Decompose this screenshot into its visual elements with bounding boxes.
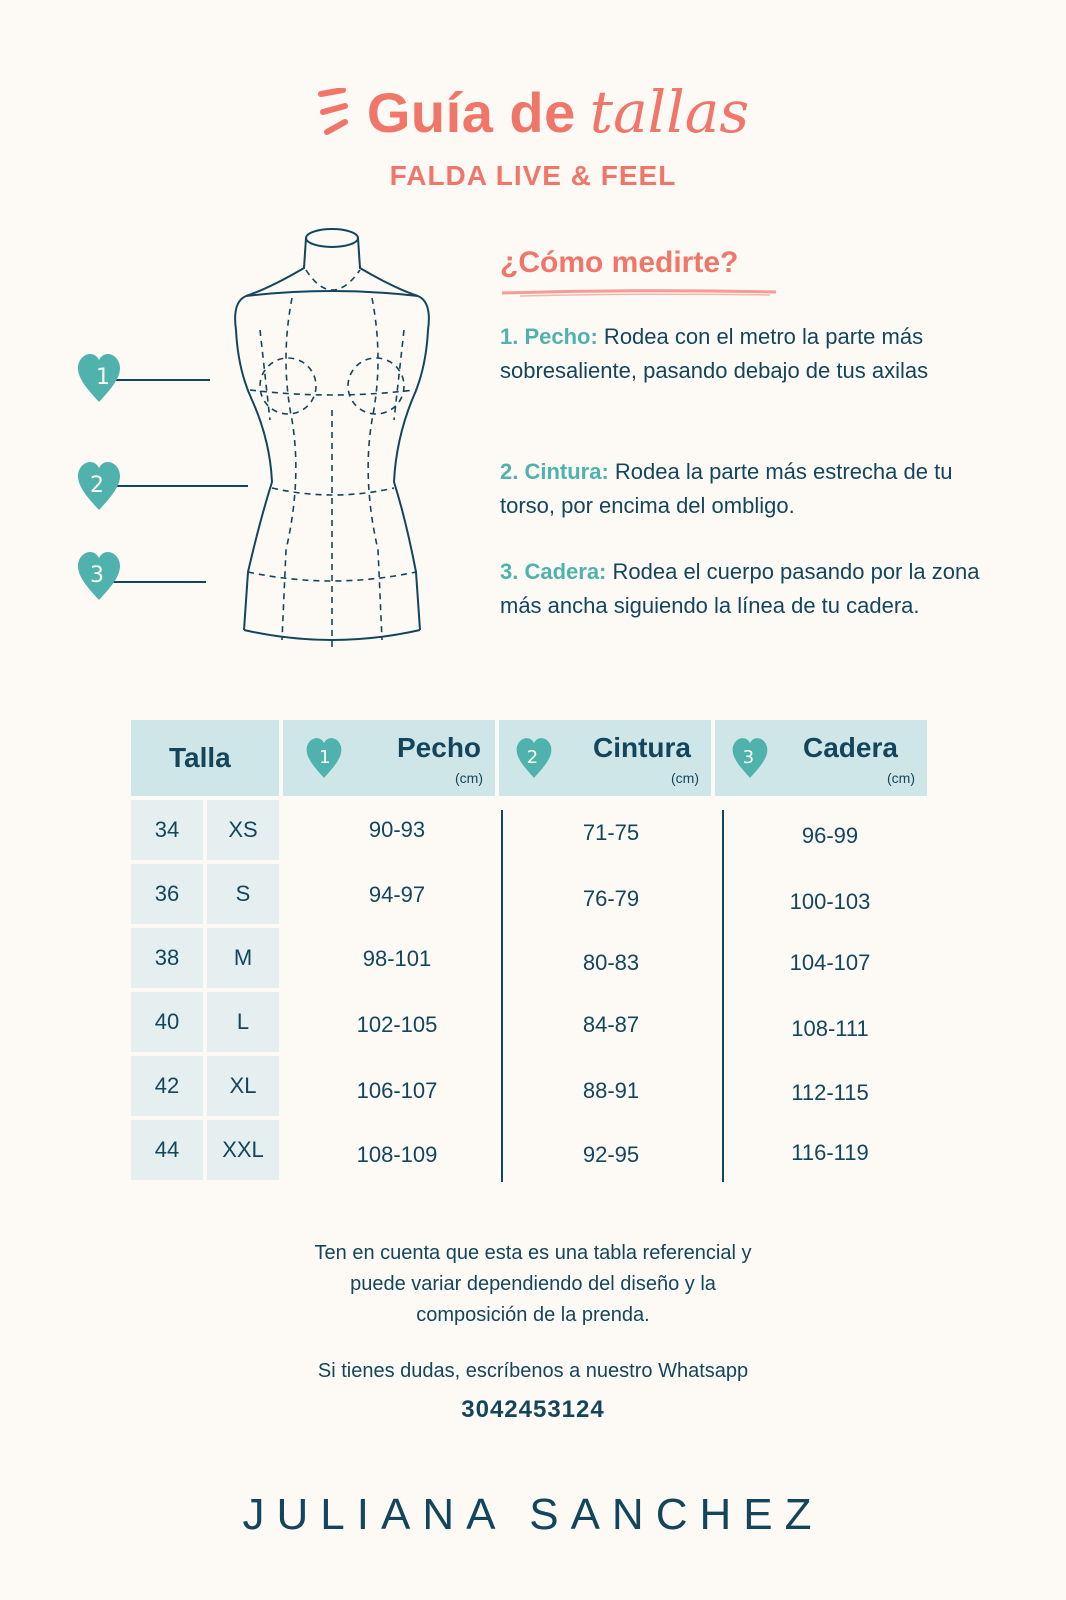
header-cadera-unit: (cm) [887, 770, 915, 786]
row-talla-num: 34 [131, 800, 203, 860]
step-cintura-lead: 2. Cintura: [500, 459, 609, 484]
step-pecho-text: Rodea con el metro la parte más sobresaliente, pasando debajo de tus axilas [500, 324, 929, 383]
heart-marker-2-icon [76, 460, 122, 512]
header-cintura-unit: (cm) [671, 770, 699, 786]
mannequin-figure [70, 220, 440, 660]
disclaimer-line: puede variar dependiendo del diseño y la [350, 1273, 716, 1295]
title-decoration-icon [317, 88, 349, 138]
row-talla-num: 44 [131, 1120, 203, 1180]
cell-cintura: 92-95 [582, 1142, 640, 1167]
product-subtitle: FALDA LIVE & FEEL [389, 160, 677, 191]
step-pecho [500, 320, 1000, 388]
step-cintura-text: Rodea la parte más estrecha de tu torso, por encima del ombligo. [500, 459, 953, 518]
row-talla-size: XS [207, 800, 279, 860]
heart-1-icon [305, 736, 343, 780]
heart-3-icon [731, 736, 769, 780]
header-pecho [283, 720, 495, 796]
disclaimer-line: Ten en cuenta que esta es una tabla referencial y [314, 1242, 752, 1264]
cell-cintura: 84-87 [582, 1012, 640, 1037]
row-talla-size: M [207, 928, 279, 988]
cell-pecho: 98-101 [362, 946, 432, 971]
step-cadera-lead: 3. Cadera: [500, 559, 607, 584]
brand-logo: JULIANA SANCHEZ [242, 1490, 824, 1539]
cell-cadera: 100-103 [789, 889, 871, 914]
title-script: tallas [589, 78, 750, 146]
page-title [0, 78, 1066, 146]
row-talla-size: L [207, 992, 279, 1052]
header-pecho-label: Pecho [397, 732, 482, 763]
cell-cintura: 80-83 [582, 950, 640, 975]
heart-marker-2-number: 2 [90, 473, 104, 498]
header-pecho-unit: (cm) [455, 770, 483, 786]
heart-3-number: 3 [742, 746, 755, 768]
cell-cintura: 88-91 [582, 1078, 640, 1103]
row-talla-num: 40 [131, 992, 203, 1052]
whatsapp-number[interactable]: 3042453124 [461, 1396, 605, 1423]
cell-pecho: 108-109 [356, 1142, 438, 1167]
step-pecho-lead: 1. Pecho: [500, 324, 598, 349]
heart-2-number: 2 [526, 746, 539, 768]
header-cadera [715, 720, 927, 796]
how-to-title: ¿Cómo medirte? [500, 246, 739, 279]
heart-2-icon [515, 736, 553, 780]
header-talla [131, 720, 279, 796]
header-cintura [499, 720, 711, 796]
row-talla-size: S [207, 864, 279, 924]
whatsapp-prompt: Si tienes dudas, escríbenos a nuestro Whatsapp [317, 1360, 749, 1382]
cell-cadera: 112-115 [791, 1080, 869, 1105]
disclaimer-line: composición de la prenda. [416, 1304, 650, 1326]
row-talla-size: XXL [207, 1120, 279, 1180]
cell-cintura: 76-79 [582, 886, 640, 911]
cell-cadera: 96-99 [801, 823, 859, 848]
cell-pecho: 90-93 [368, 817, 426, 842]
header-cintura-label: Cintura [593, 732, 691, 763]
row-talla-size: XL [207, 1056, 279, 1116]
cell-cadera: 116-119 [791, 1140, 869, 1165]
cell-pecho: 102-105 [356, 1012, 438, 1037]
heart-marker-1-icon [76, 352, 122, 404]
brush-underline [500, 288, 780, 298]
heart-1-number: 1 [319, 746, 331, 768]
cell-pecho: 94-97 [368, 882, 426, 907]
cell-cadera: 104-107 [789, 950, 871, 975]
row-talla-num: 36 [131, 864, 203, 924]
cell-pecho: 106-107 [356, 1078, 438, 1103]
cell-cintura: 71-75 [582, 820, 640, 845]
step-cintura [500, 455, 1000, 523]
disclaimer-note [0, 1238, 1066, 1331]
row-talla-num: 42 [131, 1056, 203, 1116]
header-cadera-label: Cadera [803, 732, 898, 763]
header-talla-label: Talla [169, 742, 231, 773]
row-talla-num: 38 [131, 928, 203, 988]
column-divider [501, 810, 503, 1182]
step-cadera-text: Rodea el cuerpo pasando por la zona más ancha siguiendo la línea de tu cadera. [500, 559, 980, 618]
heart-marker-3-number: 3 [90, 563, 104, 588]
title-main: Guía de [366, 81, 576, 144]
heart-marker-3-icon [76, 550, 122, 602]
cell-cadera: 108-111 [791, 1016, 869, 1041]
step-cadera [500, 555, 1000, 623]
column-divider [722, 810, 724, 1182]
heart-marker-1-number: 1 [96, 365, 110, 390]
